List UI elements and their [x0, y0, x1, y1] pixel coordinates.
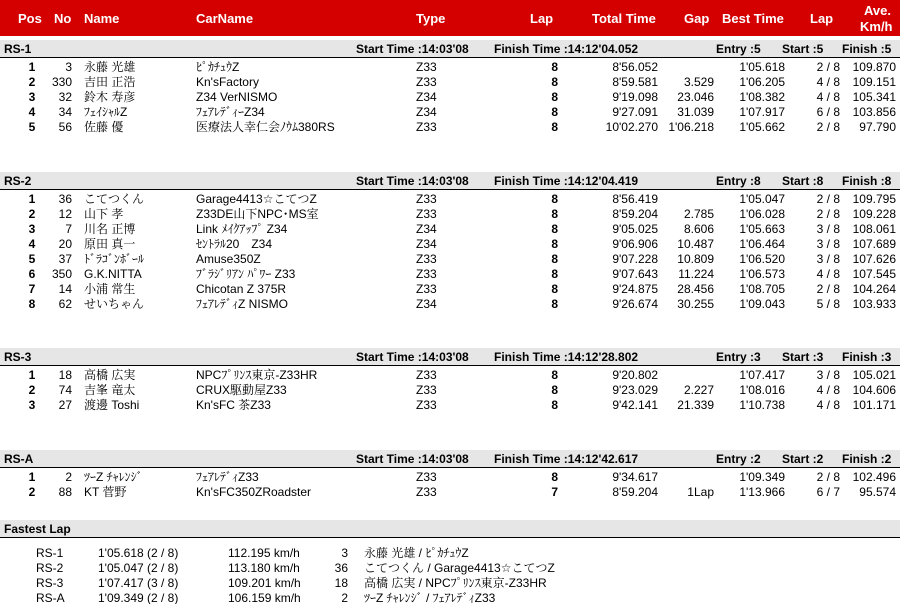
car-name: Chicotan Z 375R	[196, 282, 287, 296]
table-row	[0, 368, 900, 383]
position: 8	[28, 297, 36, 311]
class-label: RS-3	[4, 350, 32, 364]
table-row	[0, 267, 900, 282]
average-speed: 102.496	[852, 470, 896, 484]
car-name: Z33DE山下NPC･MS室	[196, 207, 319, 221]
average-speed: 109.228	[852, 207, 896, 221]
position: 2	[28, 207, 36, 221]
laps: 7	[551, 485, 558, 499]
best-lap: 4 / 8	[816, 267, 840, 281]
best-time: 1'07.917	[739, 105, 785, 119]
gap: 1'06.218	[668, 120, 714, 134]
laps: 8	[551, 252, 558, 266]
car-type: Z34	[416, 297, 437, 311]
class-header-rs-2	[0, 172, 900, 190]
total-time: 9'07.228	[612, 252, 658, 266]
best-time: 1'09.043	[739, 297, 785, 311]
best-time: 1'08.705	[739, 282, 785, 296]
car-number: 18	[334, 576, 348, 590]
finish-time: Finish Time :14:12'28.802	[494, 350, 639, 364]
car-number: 7	[65, 222, 72, 236]
car-type: Z33	[416, 485, 437, 499]
average-speed: 107.626	[852, 252, 896, 266]
laps: 8	[551, 75, 558, 89]
driver-name: 原田 真一	[84, 237, 136, 251]
start-count: Start :5	[782, 42, 824, 56]
best-lap: 2 / 8	[816, 282, 840, 296]
best-time: 1'08.016	[739, 383, 785, 397]
start-time: Start Time :14:03'08	[356, 174, 469, 188]
car-type: Z34	[416, 237, 437, 251]
class-header-rs-a	[0, 450, 900, 468]
car-number: 88	[58, 485, 72, 499]
laps: 8	[551, 282, 558, 296]
col-ave: Ave.	[864, 3, 891, 18]
laps: 8	[551, 120, 558, 134]
car-type: Z34	[416, 222, 437, 236]
table-row	[0, 237, 900, 252]
finish-count: Finish :8	[842, 174, 892, 188]
car-number: 3	[341, 546, 348, 560]
car-name: CRUX駆動屋Z33	[196, 383, 287, 397]
laps: 8	[551, 470, 558, 484]
best-time: 1'06.520	[739, 252, 785, 266]
finish-time: Finish Time :14:12'42.617	[494, 452, 639, 466]
car-name: ﾌｪｱﾚﾃﾞｨZ33	[196, 470, 259, 484]
average-speed: 105.341	[852, 90, 896, 104]
laps: 8	[551, 267, 558, 281]
lap-time: 1'07.417 (3 / 8)	[98, 576, 179, 590]
finish-count: Finish :3	[842, 350, 892, 364]
table-row	[0, 192, 900, 207]
finish-time: Finish Time :14:12'04.419	[494, 174, 639, 188]
car-number: 27	[58, 398, 72, 412]
best-lap: 4 / 8	[816, 90, 840, 104]
driver-car: 永藤 光雄 / ﾋﾟｶﾁｭｳZ	[364, 546, 469, 560]
driver-name: KT 菅野	[84, 485, 127, 499]
position: 5	[28, 252, 36, 266]
laps: 8	[551, 207, 558, 221]
table-row	[0, 282, 900, 297]
car-type: Z33	[416, 207, 437, 221]
gap: 2.785	[683, 207, 714, 221]
total-time: 10'02.270	[605, 120, 658, 134]
car-type: Z33	[416, 252, 437, 266]
total-time: 9'07.643	[612, 267, 658, 281]
driver-name: 高橋 広実	[84, 368, 136, 382]
table-row	[0, 485, 900, 500]
fastest-lap-row	[0, 591, 900, 604]
driver-name: 鈴木 寿彦	[84, 90, 136, 104]
laps: 8	[551, 237, 558, 251]
fastest-lap-row	[0, 561, 900, 576]
position: 1	[28, 368, 36, 382]
position: 5	[28, 120, 36, 134]
car-number: 37	[58, 252, 72, 266]
car-type: Z34	[416, 90, 437, 104]
best-lap: 3 / 8	[816, 222, 840, 236]
average-speed: 109.870	[852, 60, 896, 74]
driver-name: ﾄﾞﾗｺﾞﾝﾎﾞｰﾙ	[84, 252, 145, 266]
total-time: 9'20.802	[612, 368, 658, 382]
class-header-rs-3	[0, 348, 900, 366]
best-lap: 2 / 8	[816, 192, 840, 206]
finish-count: Finish :2	[842, 452, 892, 466]
total-time: 8'59.204	[612, 207, 658, 221]
driver-name: 佐藤 優	[84, 120, 124, 134]
car-type: Z33	[416, 398, 437, 412]
gap: 10.487	[677, 237, 714, 251]
laps: 8	[551, 222, 558, 236]
laps: 8	[551, 368, 558, 382]
gap: 11.224	[678, 267, 714, 281]
position: 3	[28, 90, 36, 104]
class-label: RS-3	[36, 576, 64, 590]
car-number: 36	[58, 192, 72, 206]
position: 2	[28, 485, 36, 499]
car-number: 14	[58, 282, 72, 296]
table-row	[0, 105, 900, 120]
car-type: Z33	[416, 60, 437, 74]
car-number: 2	[65, 470, 72, 484]
car-type: Z33	[416, 368, 437, 382]
gap: 30.255	[677, 297, 714, 311]
best-time: 1'05.618	[739, 60, 785, 74]
total-time: 8'56.052	[612, 60, 658, 74]
start-time: Start Time :14:03'08	[356, 452, 469, 466]
position: 3	[28, 398, 36, 412]
fastest-lap-row	[0, 546, 900, 561]
car-type: Z33	[416, 470, 437, 484]
best-lap: 2 / 8	[816, 470, 840, 484]
lap-time: 1'09.349 (2 / 8)	[98, 591, 179, 604]
car-type: Z33	[416, 267, 437, 281]
position: 3	[28, 222, 36, 236]
start-time: Start Time :14:03'08	[356, 350, 469, 364]
car-name: NPCﾌﾟﾘﾝｽ東京-Z33HR	[196, 368, 318, 382]
laps: 8	[551, 383, 558, 397]
car-name: Garage4413☆こてつZ	[196, 192, 317, 206]
car-number: 32	[58, 90, 72, 104]
car-name: ﾌｪｱﾚﾃﾞｨZ NISMO	[196, 297, 288, 311]
best-lap: 2 / 8	[816, 60, 840, 74]
total-time: 9'05.025	[612, 222, 658, 236]
driver-car: 高橋 広実 / NPCﾌﾟﾘﾝｽ東京-Z33HR	[364, 576, 547, 590]
average-speed: 95.574	[859, 485, 896, 499]
driver-name: ﾂｰZ ﾁｬﾚﾝｼﾞ	[84, 470, 143, 484]
car-name: Kn'sFC 茶Z33	[196, 398, 271, 412]
col-no: No	[54, 11, 72, 26]
table-row	[0, 75, 900, 90]
gap: 21.339	[677, 398, 714, 412]
table-row	[0, 398, 900, 413]
class-label: RS-A	[4, 452, 34, 466]
car-number: 350	[51, 267, 72, 281]
car-name: ﾌｪｱﾚﾃﾞｨｰZ34	[196, 105, 265, 119]
gap: 23.046	[677, 90, 714, 104]
start-count: Start :2	[782, 452, 824, 466]
position: 7	[28, 282, 36, 296]
average-speed: 107.545	[852, 267, 896, 281]
col-kmh: Km/h	[860, 19, 893, 34]
average-speed: 103.933	[852, 297, 896, 311]
total-time: 9'34.617	[612, 470, 658, 484]
car-name: Amuse350Z	[196, 252, 261, 266]
driver-name: 渡邊 Toshi	[84, 398, 140, 412]
best-lap: 4 / 8	[816, 383, 840, 397]
best-lap: 3 / 8	[816, 252, 840, 266]
position: 1	[28, 60, 36, 74]
car-number: 20	[58, 237, 72, 251]
car-type: Z33	[416, 192, 437, 206]
position: 1	[28, 470, 36, 484]
best-time: 1'05.662	[739, 120, 785, 134]
best-time: 1'10.738	[739, 398, 785, 412]
best-lap: 2 / 8	[816, 120, 840, 134]
speed: 113.180 km/h	[228, 561, 300, 575]
car-type: Z33	[416, 120, 437, 134]
total-time: 9'26.674	[612, 297, 658, 311]
entry-count: Entry :5	[716, 42, 761, 56]
results-header	[0, 0, 900, 36]
position: 4	[28, 105, 36, 119]
average-speed: 109.151	[852, 75, 896, 89]
col-type: Type	[416, 11, 446, 26]
driver-car: こてつくん / Garage4413☆こてつZ	[364, 561, 555, 575]
driver-name: ﾌｪｲｼｬﾙZ	[84, 105, 128, 119]
best-time: 1'08.382	[739, 90, 785, 104]
car-name: Link ﾒｲｸｱｯﾌﾟ Z34	[196, 222, 288, 236]
table-row	[0, 60, 900, 75]
average-speed: 104.264	[852, 282, 896, 296]
col-gap: Gap	[684, 11, 710, 26]
best-lap: 3 / 8	[816, 237, 840, 251]
gap: 31.039	[677, 105, 714, 119]
car-name: Kn'sFC350ZRoadster	[196, 485, 312, 499]
car-type: Z33	[416, 383, 437, 397]
best-time: 1'09.349	[739, 470, 785, 484]
speed: 109.201 km/h	[228, 576, 301, 590]
average-speed: 105.021	[852, 368, 896, 382]
lap-time: 1'05.618 (2 / 8)	[98, 546, 179, 560]
best-lap: 6 / 8	[816, 105, 840, 119]
class-label: RS-2	[4, 174, 32, 188]
gap: 8.606	[683, 222, 714, 236]
car-name: 医療法人幸仁会ﾉｳﾑ380RS	[196, 120, 335, 134]
table-row	[0, 222, 900, 237]
driver-name: 小浦 常生	[84, 282, 136, 296]
class-label: RS-1	[36, 546, 64, 560]
car-number: 74	[58, 383, 72, 397]
table-row	[0, 207, 900, 222]
col-best-lap: Lap	[810, 11, 834, 26]
class-label: RS-1	[4, 42, 32, 56]
fastest-lap-header	[0, 520, 900, 538]
total-time: 9'27.091	[612, 105, 658, 119]
total-time: 9'06.906	[612, 237, 658, 251]
table-row	[0, 383, 900, 398]
car-type: Z33	[416, 282, 437, 296]
class-label: RS-2	[36, 561, 64, 575]
driver-name: 永藤 光雄	[84, 60, 136, 74]
position: 1	[28, 192, 36, 206]
car-number: 62	[58, 297, 72, 311]
best-time: 1'06.205	[739, 75, 785, 89]
start-count: Start :8	[782, 174, 824, 188]
speed: 112.195 km/h	[228, 546, 300, 560]
total-time: 9'19.098	[612, 90, 658, 104]
total-time: 8'59.581	[612, 75, 658, 89]
driver-name: 川名 正博	[84, 222, 136, 236]
table-row	[0, 297, 900, 312]
driver-name: せいちゃん	[84, 297, 145, 311]
driver-car: ﾂｰZ ﾁｬﾚﾝｼﾞ / ﾌｪｱﾚﾃﾞｨZ33	[364, 591, 496, 604]
entry-count: Entry :8	[716, 174, 761, 188]
average-speed: 107.689	[852, 237, 896, 251]
best-time: 1'13.966	[739, 485, 785, 499]
best-lap: 4 / 8	[816, 75, 840, 89]
col-name: Name	[84, 11, 120, 26]
laps: 8	[551, 60, 558, 74]
table-row	[0, 120, 900, 135]
average-speed: 101.171	[852, 398, 896, 412]
car-number: 3	[65, 60, 72, 74]
gap: 1Lap	[687, 485, 714, 499]
table-row	[0, 470, 900, 485]
car-number: 34	[58, 105, 72, 119]
average-speed: 108.061	[852, 222, 896, 236]
entry-count: Entry :3	[716, 350, 761, 364]
car-type: Z33	[416, 75, 437, 89]
gap: 28.456	[677, 282, 714, 296]
finish-count: Finish :5	[842, 42, 892, 56]
fastest-lap-row	[0, 576, 900, 591]
best-time: 1'06.573	[739, 267, 785, 281]
speed: 106.159 km/h	[228, 591, 301, 604]
car-name: ﾌﾞﾗｼﾞﾘｱﾝ ﾊﾟﾜｰ Z33	[196, 267, 296, 281]
best-lap: 5 / 8	[816, 297, 840, 311]
col-pos: Pos	[18, 11, 42, 26]
total-time: 9'23.029	[612, 383, 658, 397]
col-best: Best Time	[722, 11, 784, 26]
car-name: ﾋﾟｶﾁｭｳZ	[196, 60, 240, 74]
gap: 10.809	[677, 252, 714, 266]
position: 2	[28, 75, 36, 89]
car-number: 330	[51, 75, 72, 89]
table-row	[0, 252, 900, 267]
total-time: 9'24.875	[612, 282, 658, 296]
start-time: Start Time :14:03'08	[356, 42, 469, 56]
col-total: Total Time	[592, 11, 656, 26]
car-number: 18	[58, 368, 72, 382]
car-number: 2	[341, 591, 348, 604]
col-lap: Lap	[530, 11, 554, 26]
driver-name: こてつくん	[84, 192, 145, 206]
driver-name: G.K.NITTA	[84, 267, 142, 281]
total-time: 9'42.141	[612, 398, 658, 412]
class-header-rs-1	[0, 40, 900, 58]
position: 2	[28, 383, 36, 397]
total-time: 8'56.419	[612, 192, 658, 206]
lap-time: 1'05.047 (2 / 8)	[98, 561, 179, 575]
car-name: Z34 VerNISMO	[196, 90, 278, 104]
driver-name: 吉峯 竜太	[84, 383, 136, 397]
average-speed: 103.856	[852, 105, 896, 119]
car-name: ｾﾝﾄﾗﾙ20 Z34	[196, 237, 273, 251]
fastest-lap-title: Fastest Lap	[4, 522, 71, 536]
laps: 8	[551, 105, 558, 119]
best-time: 1'05.047	[739, 192, 785, 206]
laps: 8	[551, 297, 558, 311]
best-lap: 2 / 8	[816, 207, 840, 221]
average-speed: 109.795	[852, 192, 896, 206]
entry-count: Entry :2	[716, 452, 761, 466]
best-lap: 6 / 7	[816, 485, 840, 499]
gap: 3.529	[683, 75, 714, 89]
best-lap: 4 / 8	[816, 398, 840, 412]
laps: 8	[551, 192, 558, 206]
best-time: 1'05.663	[739, 222, 785, 236]
best-time: 1'06.028	[739, 207, 785, 221]
total-time: 8'59.204	[612, 485, 658, 499]
position: 6	[28, 267, 36, 281]
average-speed: 104.606	[852, 383, 896, 397]
gap: 2.227	[683, 383, 714, 397]
table-row	[0, 90, 900, 105]
car-number: 12	[58, 207, 72, 221]
best-lap: 3 / 8	[816, 368, 840, 382]
laps: 8	[551, 398, 558, 412]
best-time: 1'07.417	[739, 368, 785, 382]
laps: 8	[551, 90, 558, 104]
car-name: Kn'sFactory	[196, 75, 259, 89]
position: 4	[28, 237, 36, 251]
car-number: 36	[334, 561, 348, 575]
class-label: RS-A	[36, 591, 65, 604]
average-speed: 97.790	[859, 120, 896, 134]
car-type: Z34	[416, 105, 437, 119]
driver-name: 山下 孝	[84, 207, 124, 221]
start-count: Start :3	[782, 350, 824, 364]
col-carname: CarName	[196, 11, 254, 26]
finish-time: Finish Time :14:12'04.052	[494, 42, 639, 56]
best-time: 1'06.464	[739, 237, 785, 251]
driver-name: 吉田 正浩	[84, 75, 136, 89]
car-number: 56	[58, 120, 72, 134]
